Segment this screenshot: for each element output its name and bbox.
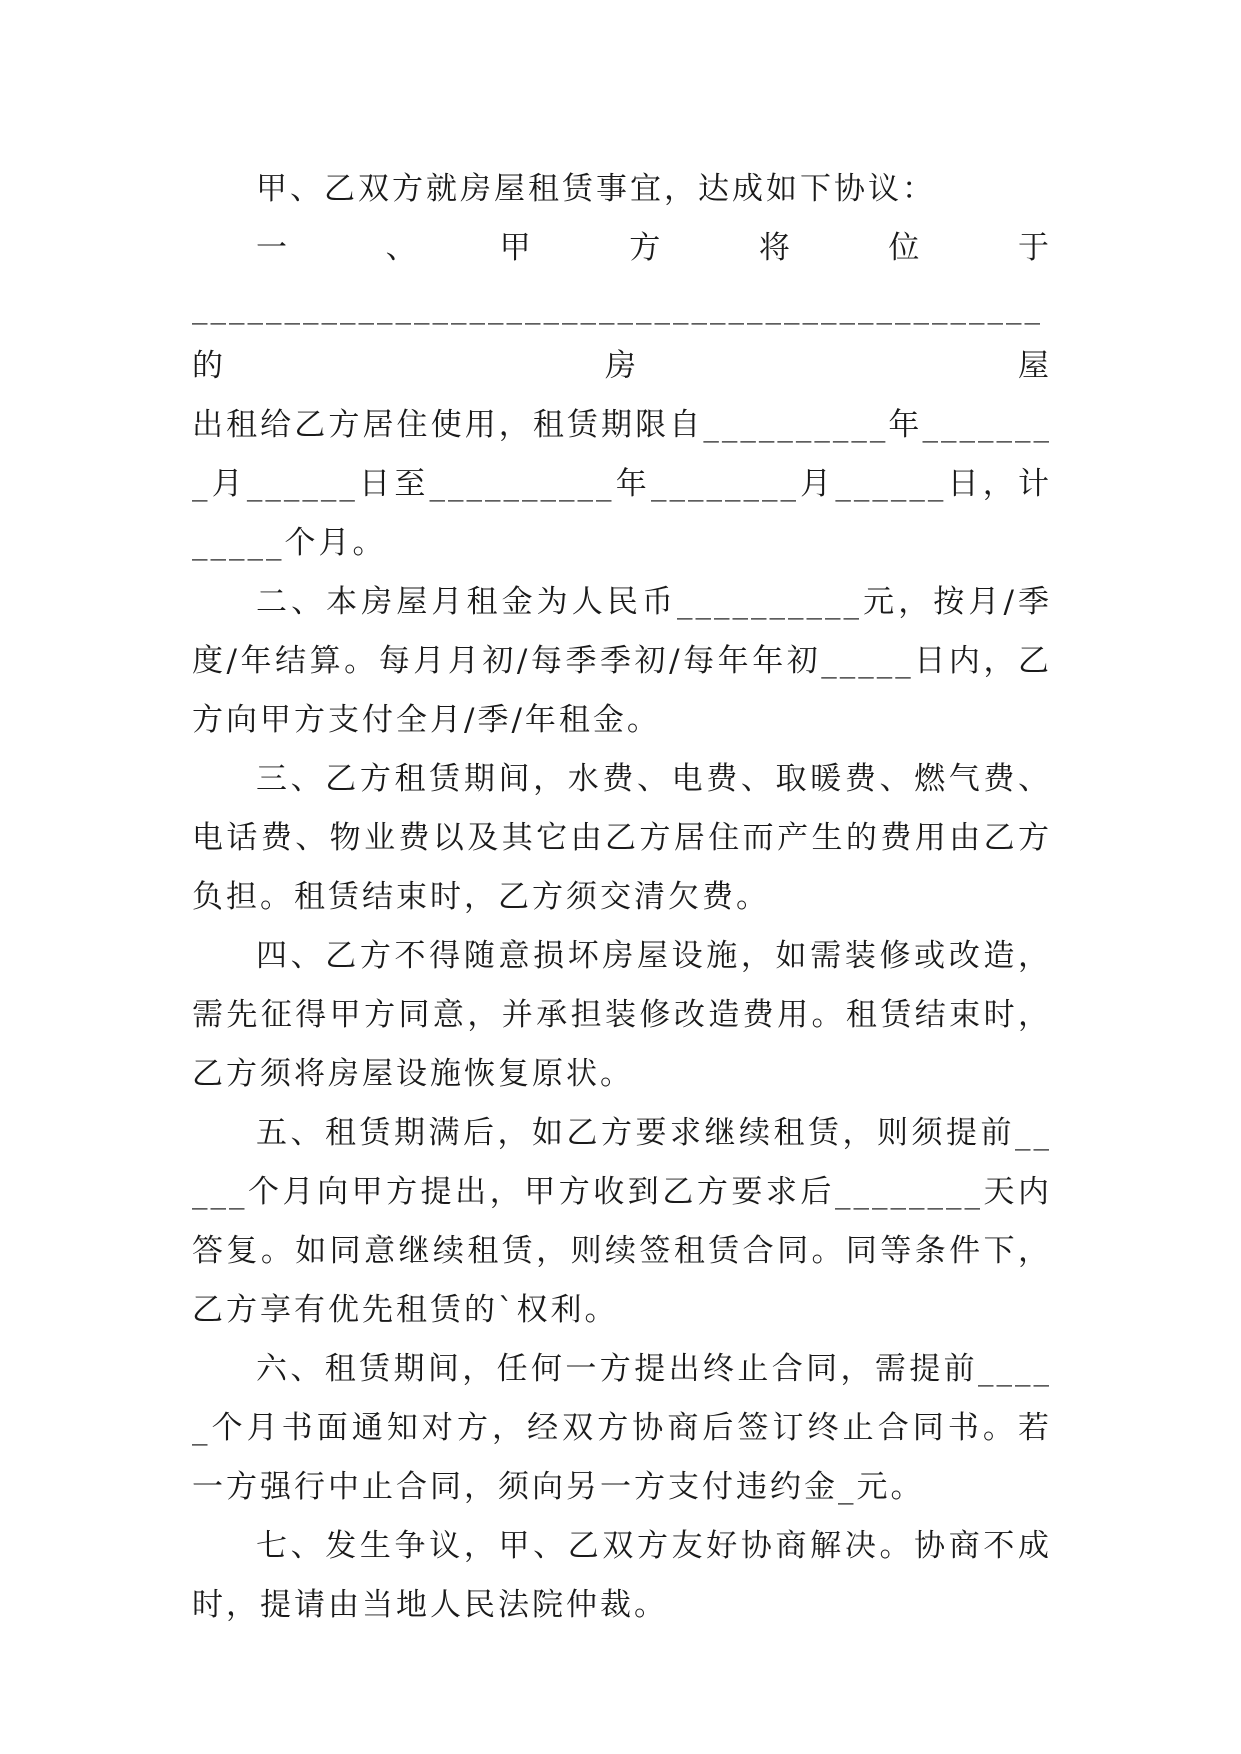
document-body	[192, 160, 1056, 1635]
intro-paragraph: 甲、乙双方就房屋租赁事宜，达成如下协议：	[256, 171, 936, 207]
clause-4-paragraph: 四、乙方不得随意损坏房屋设施，如需装修或改造，需先征得甲方同意，并承担装修改造费用。租赁结束时，乙方须将房屋设施恢复原状。	[192, 938, 1052, 1092]
clause-6-paragraph: 六、租赁期间，任何一方提出终止合同，需提前_____个月书面通知对方，经双方协商后签订终止合同书。若一方强行中止合同，须向另一方支付违约金_元。	[192, 1351, 1052, 1505]
clause-2-paragraph: 二、本房屋月租金为人民币__________元，按月/季度/年结算。每月月初/每季季初/每年年初_____日内，乙方向甲方支付全月/季/年租金。	[192, 584, 1052, 738]
clause-1-continuation: 出租给乙方居住使用，租赁期限自__________年________月______日至__________年________月______日，计_____个月。	[192, 407, 1052, 561]
clause-1-line-2: ______________________________________________ 的房屋	[192, 289, 1056, 384]
clause-7-paragraph: 七、发生争议，甲、乙双方友好协商解决。协商不成时，提请由当地人民法院仲裁。	[192, 1528, 1052, 1623]
clause-1-line-1: 一 、 甲 方 将 位 于	[256, 230, 1052, 266]
clause-3-paragraph: 三、乙方租赁期间，水费、电费、取暖费、燃气费、电话费、物业费以及其它由乙方居住而产生的费用由乙方负担。租赁结束时，乙方须交清欠费。	[192, 761, 1052, 915]
clause-5-paragraph: 五、租赁期满后，如乙方要求继续租赁，则须提前_____个月向甲方提出，甲方收到乙方要求后________天内答复。如同意继续租赁，则续签租赁合同。同等条件下，乙方享有优先租赁的`权利。	[192, 1115, 1052, 1328]
